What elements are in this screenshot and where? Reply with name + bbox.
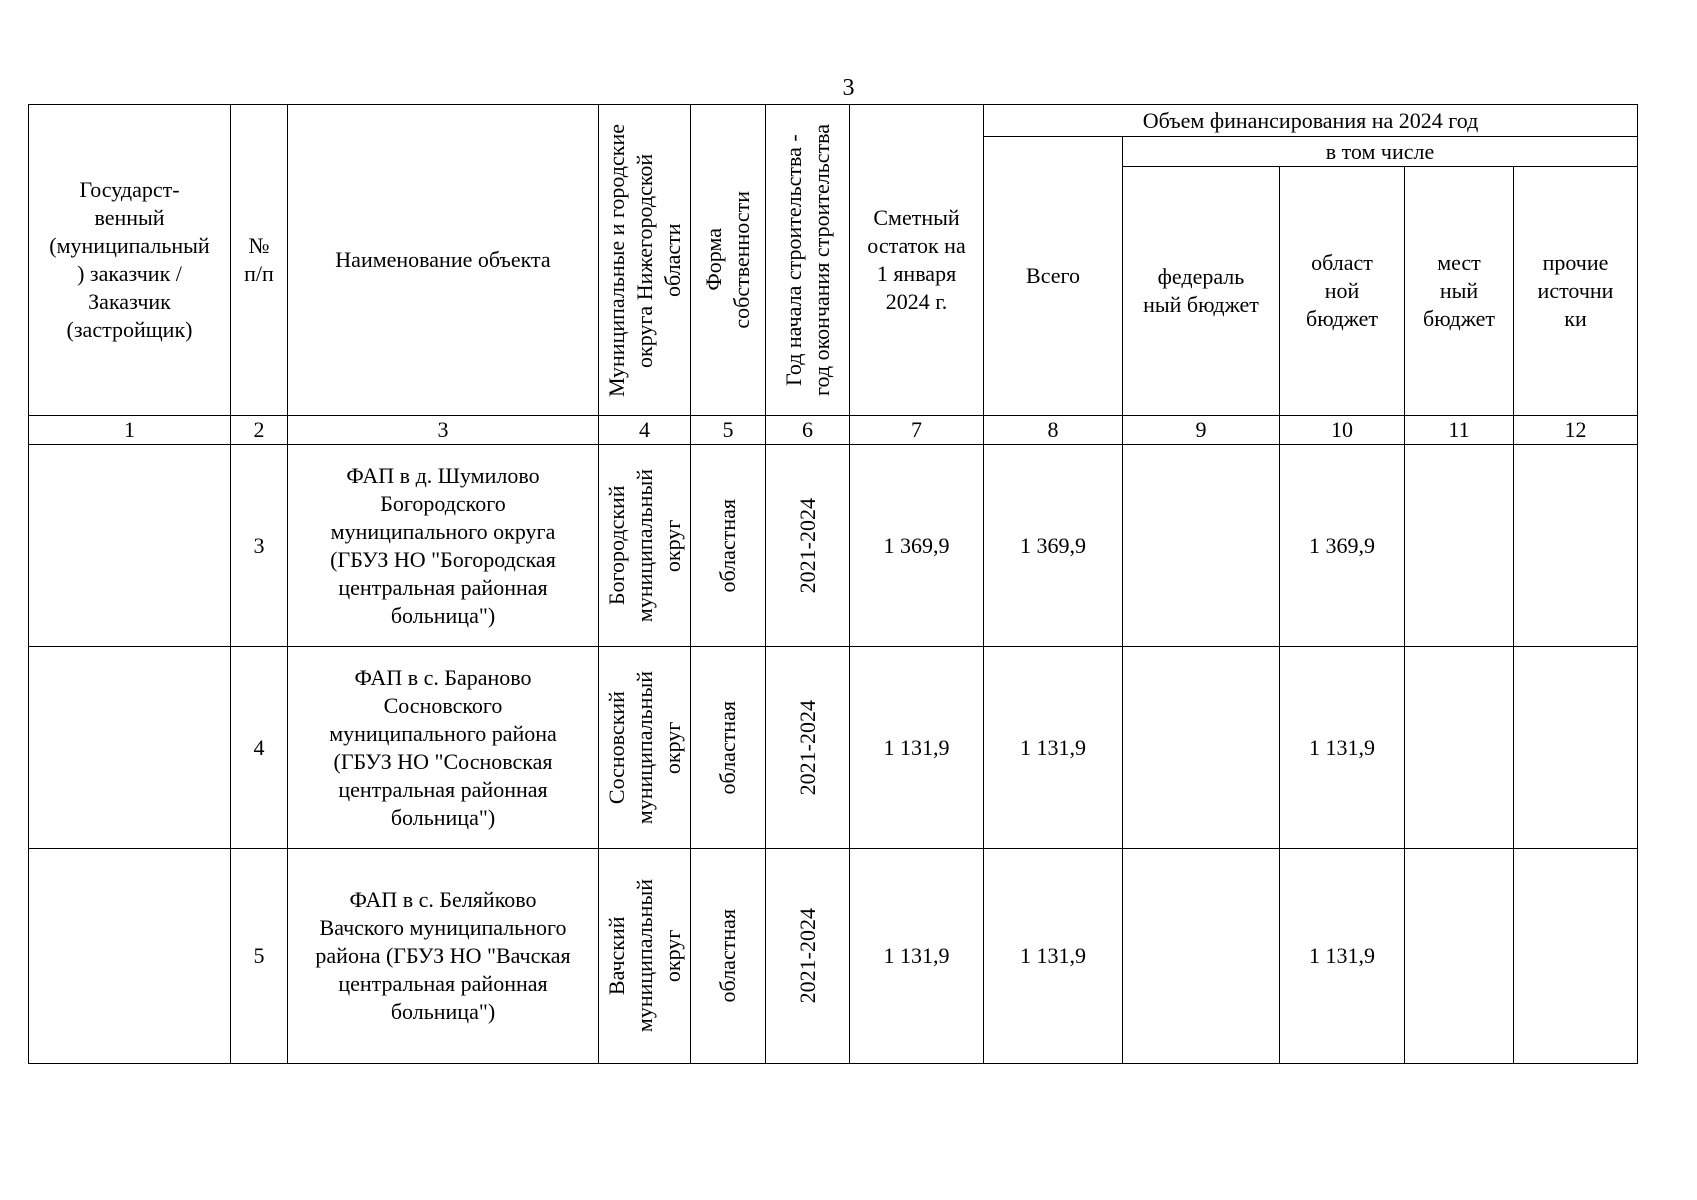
row-estimate: 1 369,9 (850, 445, 984, 647)
header-local: мест ный бюджет (1405, 167, 1514, 416)
column-number: 4 (599, 416, 691, 445)
header-districts (599, 105, 691, 416)
column-number: 2 (231, 416, 288, 445)
row-other (1514, 849, 1638, 1064)
row-customer (29, 445, 231, 647)
row-object-name: ФАП в д. Шумилово Богородского муниципального округа (ГБУЗ НО "Богородская центральная районная больница") (288, 445, 599, 647)
header-estimate-remainder: Сметный остаток на 1 января 2024 г. (850, 105, 984, 416)
row-regional: 1 369,9 (1280, 445, 1405, 647)
row-ownership-text: областная (715, 498, 740, 593)
header-other: прочие источни ки (1514, 167, 1638, 416)
header-years-text: Год начала строительства - год окончания строительства (780, 124, 834, 396)
header-federal: федераль ный бюджет (1123, 167, 1280, 416)
row-other (1514, 647, 1638, 849)
row-object-name: ФАП в с. Бараново Сосновского муниципального района (ГБУЗ НО "Сосновская центральная районная больница") (288, 647, 599, 849)
row-total: 1 131,9 (984, 647, 1123, 849)
header-regional: област ной бюджет (1280, 167, 1405, 416)
column-number: 5 (691, 416, 766, 445)
header-row-1 (29, 105, 1638, 137)
row-local (1405, 647, 1514, 849)
header-ownership-text: Форма собственности (701, 191, 754, 329)
table-row (29, 647, 1638, 849)
column-number: 9 (1123, 416, 1280, 445)
row-years-text: 2021-2024 (794, 497, 820, 594)
column-numbers-row (29, 416, 1638, 445)
column-number: 11 (1405, 416, 1514, 445)
row-estimate: 1 131,9 (850, 849, 984, 1064)
row-estimate: 1 131,9 (850, 647, 984, 849)
row-other (1514, 445, 1638, 647)
row-district (599, 445, 691, 647)
header-total: Всего (984, 137, 1123, 416)
header-districts-text: Муниципальные и городские округа Нижегородской области (603, 123, 685, 397)
row-total: 1 369,9 (984, 445, 1123, 647)
header-number: № п/п (231, 105, 288, 416)
row-object-name: ФАП в с. Беляйково Вачского муниципального района (ГБУЗ НО "Вачская центральная районная больница") (288, 849, 599, 1064)
row-local (1405, 849, 1514, 1064)
header-funding-2024: Объем финансирования на 2024 год (984, 105, 1638, 137)
header-ownership (691, 105, 766, 416)
row-ownership-text: областная (715, 700, 740, 795)
column-number: 7 (850, 416, 984, 445)
header-including: в том числе (1123, 137, 1638, 167)
row-years (766, 849, 850, 1064)
column-number: 3 (288, 416, 599, 445)
header-object-name: Наименование объекта (288, 105, 599, 416)
row-federal (1123, 445, 1280, 647)
column-number: 10 (1280, 416, 1405, 445)
column-number: 1 (29, 416, 231, 445)
column-number: 12 (1514, 416, 1638, 445)
column-number: 8 (984, 416, 1123, 445)
header-years (766, 105, 850, 416)
row-years (766, 445, 850, 647)
row-customer (29, 647, 231, 849)
table-row (29, 445, 1638, 647)
row-ownership (691, 647, 766, 849)
row-years (766, 647, 850, 849)
row-years-text: 2021-2024 (794, 908, 820, 1004)
row-number: 3 (231, 445, 288, 647)
row-district-text: Сосновский муниципальный округ (603, 670, 685, 825)
row-ownership-text: областная (715, 909, 740, 1003)
row-customer (29, 849, 231, 1064)
row-local (1405, 445, 1514, 647)
row-ownership (691, 445, 766, 647)
row-years-text: 2021-2024 (794, 699, 820, 796)
row-regional: 1 131,9 (1280, 647, 1405, 849)
table-row (29, 849, 1638, 1064)
row-number: 4 (231, 647, 288, 849)
page-number: 3 (842, 75, 855, 101)
row-district (599, 647, 691, 849)
row-district-text: Богородский муниципальный округ (603, 468, 685, 623)
row-regional: 1 131,9 (1280, 849, 1405, 1064)
column-number: 6 (766, 416, 850, 445)
row-district-text: Вачский муниципальный округ (603, 879, 685, 1033)
row-ownership (691, 849, 766, 1064)
row-federal (1123, 849, 1280, 1064)
row-total: 1 131,9 (984, 849, 1123, 1064)
row-federal (1123, 647, 1280, 849)
financing-table (28, 104, 1638, 1064)
row-district (599, 849, 691, 1064)
header-customer: Государст- венный (муниципальный ) заказчик / Заказчик (застройщик) (29, 105, 231, 416)
row-number: 5 (231, 849, 288, 1064)
